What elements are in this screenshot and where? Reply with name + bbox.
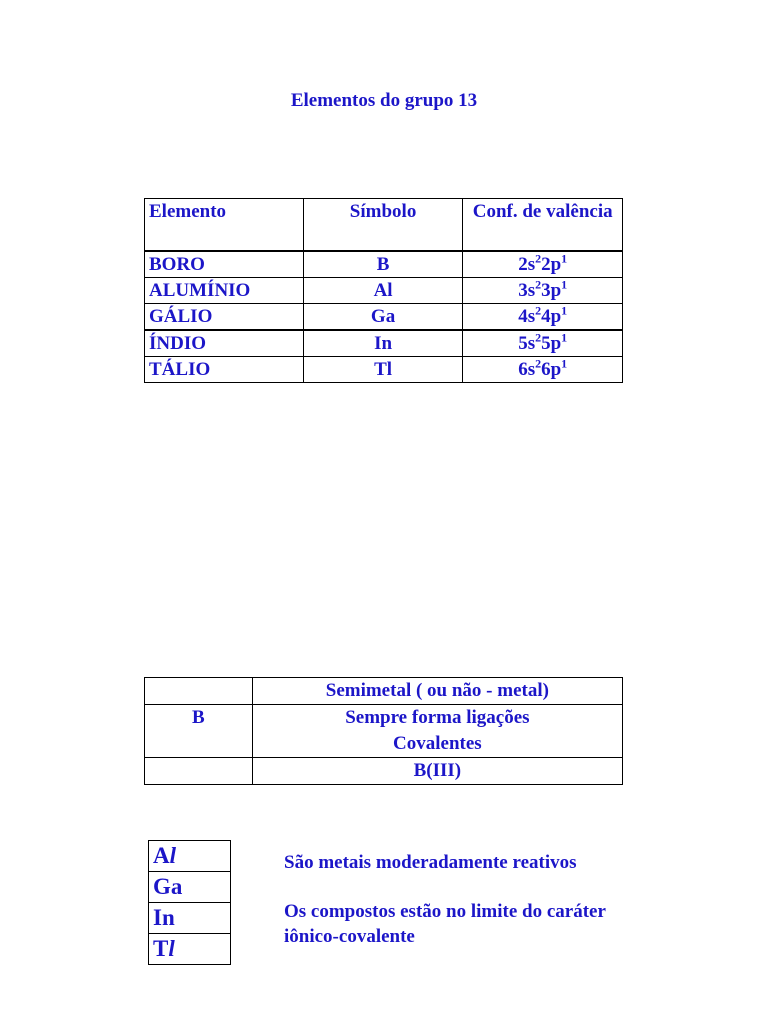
valence-config [463, 357, 623, 383]
table-row [145, 678, 623, 705]
config-s-exp: 2 [535, 251, 542, 266]
config-s-exp: 2 [535, 330, 542, 345]
table-row [149, 841, 231, 872]
empty-cell [145, 678, 253, 705]
config-p-exp: 1 [561, 251, 568, 266]
element-name: BORO [145, 251, 304, 278]
table-row [145, 251, 623, 278]
element-symbol: In [303, 330, 463, 357]
config-p-exp: 1 [561, 277, 568, 292]
symbol-main: A [153, 843, 170, 868]
symbol-italic: l [168, 936, 175, 961]
table-row [145, 330, 623, 357]
element-name: ALUMÍNIO [145, 278, 304, 304]
table-header-row [145, 199, 623, 252]
boron-bonding-line1: Sempre forma ligações [345, 707, 530, 728]
valence-config [463, 251, 623, 278]
boron-classification: Semimetal ( ou não - metal) [252, 678, 622, 705]
config-p-exp: 1 [561, 303, 568, 318]
boron-properties-table [144, 677, 623, 785]
note-compounds-line2: iônico-covalente [284, 926, 415, 947]
config-p-exp: 1 [561, 330, 568, 345]
config-p-exp: 1 [561, 356, 568, 371]
table-row [149, 903, 231, 934]
table-row [145, 758, 623, 785]
header-symbol: Símbolo [303, 199, 463, 252]
config-s-exp: 2 [535, 303, 542, 318]
element-name: GÁLIO [145, 304, 304, 331]
page-title: Elementos do grupo 13 [290, 90, 478, 111]
config-s-exp: 2 [535, 356, 542, 371]
config-p: 6p [541, 359, 562, 380]
config-s: 4s [518, 306, 536, 327]
element-name: ÍNDIO [145, 330, 304, 357]
valence-config [463, 330, 623, 357]
symbol-main: Ga [153, 874, 183, 899]
group13-elements-table [144, 198, 623, 383]
table-row [145, 705, 623, 758]
empty-cell [145, 758, 253, 785]
note-compounds-line1: Os compostos estão no limite do caráter [284, 901, 606, 922]
table-row [145, 278, 623, 304]
element-name: TÁLIO [145, 357, 304, 383]
header-valence-config: Conf. de valência [463, 199, 623, 252]
symbol-main: In [153, 905, 175, 930]
boron-bonding [252, 705, 622, 758]
note-reactivity: São metais moderadamente reativos [284, 852, 577, 873]
config-s-exp: 2 [535, 277, 542, 292]
header-element: Elemento [145, 199, 304, 252]
element-symbol: B [303, 251, 463, 278]
metals-symbol-table [148, 840, 231, 965]
symbol-italic: l [169, 843, 177, 868]
boron-symbol: B [145, 705, 253, 758]
config-s: 3s [518, 280, 536, 301]
symbol-cell [149, 841, 231, 872]
table-row [145, 304, 623, 331]
valence-config [463, 304, 623, 331]
valence-config [463, 278, 623, 304]
table-row [145, 357, 623, 383]
config-s: 2s [518, 254, 536, 275]
config-s: 5s [518, 333, 536, 354]
symbol-cell [149, 934, 231, 965]
config-p: 5p [541, 333, 562, 354]
config-p: 4p [541, 306, 562, 327]
symbol-main: T [153, 936, 169, 961]
boron-bonding-line2: Covalentes [393, 733, 482, 754]
table-row [149, 872, 231, 903]
config-s: 6s [518, 359, 536, 380]
symbol-cell [149, 903, 231, 934]
boron-oxidation-state: B(III) [252, 758, 622, 785]
symbol-cell [149, 872, 231, 903]
element-symbol: Ga [303, 304, 463, 331]
table-row [149, 934, 231, 965]
element-symbol: Al [303, 278, 463, 304]
config-p: 2p [541, 254, 562, 275]
config-p: 3p [541, 280, 562, 301]
note-compounds [284, 899, 674, 949]
element-symbol: Tl [303, 357, 463, 383]
